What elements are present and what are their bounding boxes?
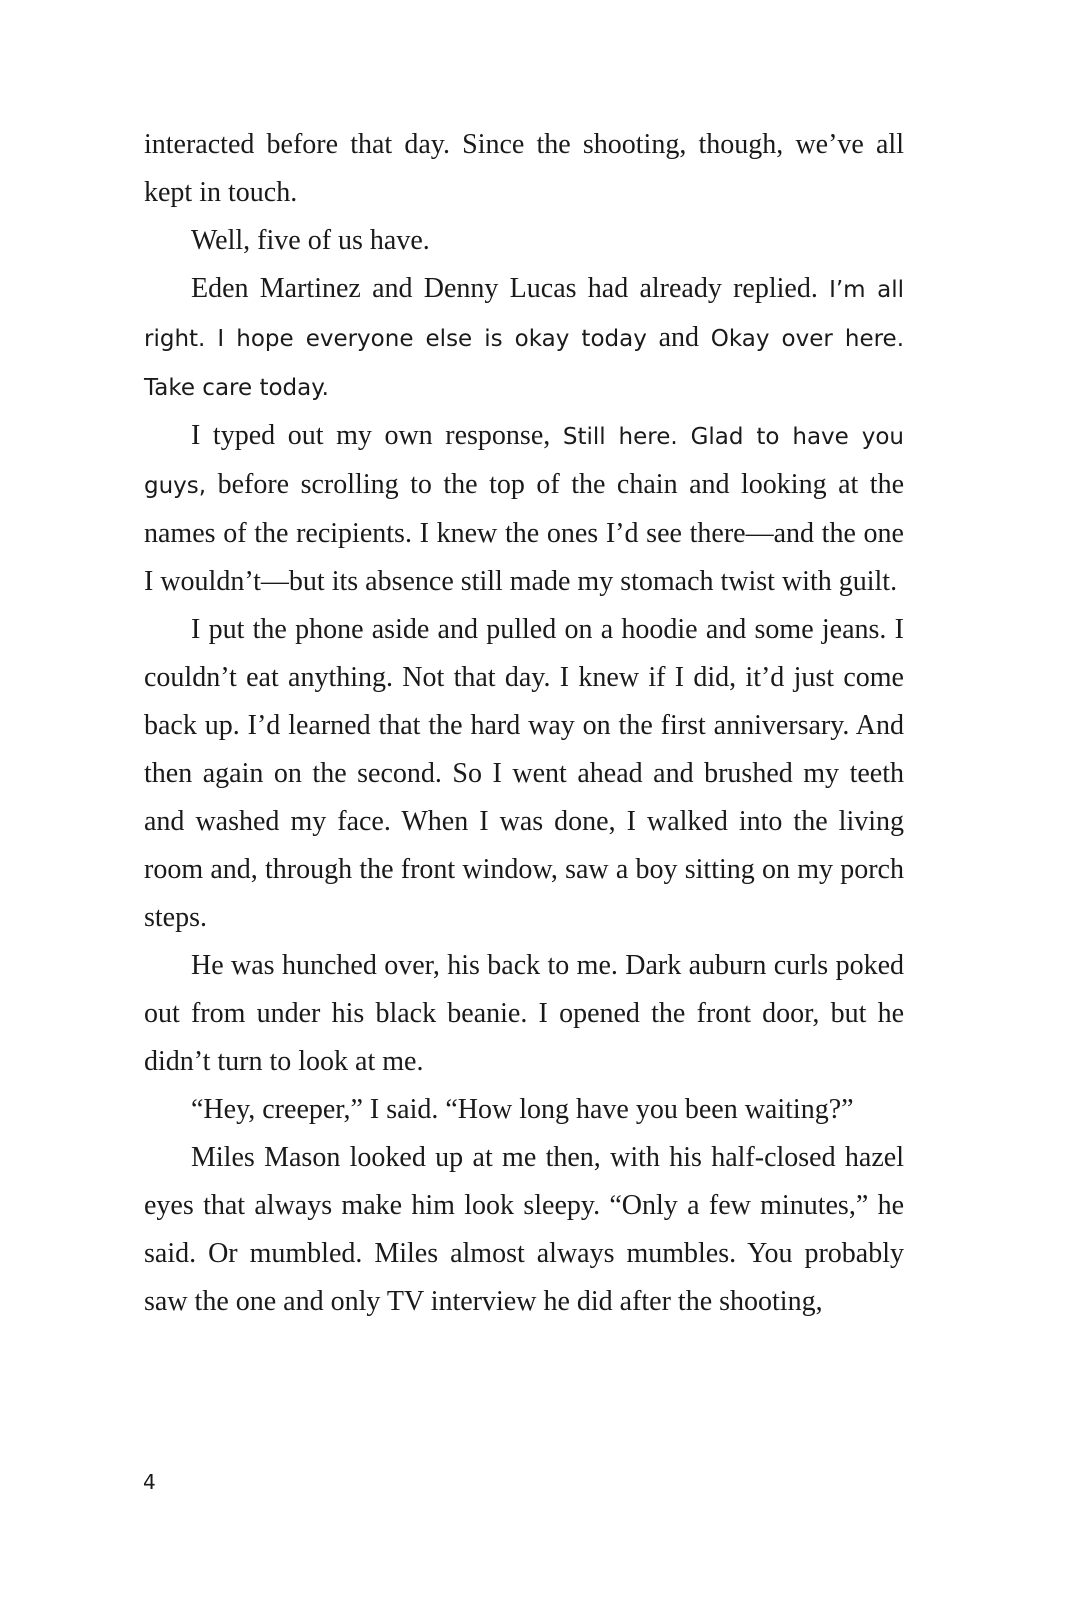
paragraph: [144, 412, 904, 606]
narration-text: “Hey, creeper,” I said. “How long have you been waiting?”: [191, 1094, 854, 1125]
paragraph: [144, 1134, 904, 1326]
paragraph: [144, 217, 904, 265]
text-message: Okay over here. Take care today.: [144, 326, 905, 401]
paragraph: [144, 606, 904, 942]
page-number: 4: [143, 1470, 156, 1494]
text-message: Still here. Glad to have you guys,: [144, 424, 904, 499]
narration-text: before scrolling to the top of the chain and looking at the names of the recipients. I knew the ones I’d see there—and the one I wouldn’t—but its absence still made my stomach twist with guilt.: [144, 469, 904, 597]
narration-text: I put the phone aside and pulled on a hoodie and some jeans. I couldn’t eat anything. Not that day. I knew if I did, it’d just come back up. I’d learned that the hard way on the first anniversary. And then again on the second. So I went ahead and brushed my teeth and washed my face. When I was done, I walked into the living room and, through the front window, saw a boy sitting on my porch steps.: [144, 614, 904, 933]
narration-text: Well, five of us have.: [191, 225, 430, 256]
narration-text: Miles Mason looked up at me then, with his half-closed hazel eyes that always make him look sleepy. “Only a few minutes,” he said. Or mumbled. Miles almost always mumbles. You probably saw the one and only TV interview he did after the shooting,: [144, 1142, 904, 1317]
paragraph: [144, 265, 904, 412]
narration-text: He was hunched over, his back to me. Dark auburn curls poked out from under his black beanie. I opened the front door, but he didn’t turn to look at me.: [144, 950, 904, 1077]
paragraph: [144, 1086, 904, 1134]
narration-text: I typed out my own response,: [191, 420, 563, 451]
paragraph: [144, 942, 904, 1086]
narration-text: and: [646, 322, 711, 353]
body-text: [144, 121, 904, 1326]
text-message: I’m all right. I hope everyone else is okay today: [144, 277, 905, 352]
paragraph: [144, 121, 904, 217]
narration-text: interacted before that day. Since the shooting, though, we’ve all kept in touch.: [144, 129, 904, 208]
narration-text: Eden Martinez and Denny Lucas had already replied.: [191, 273, 830, 304]
